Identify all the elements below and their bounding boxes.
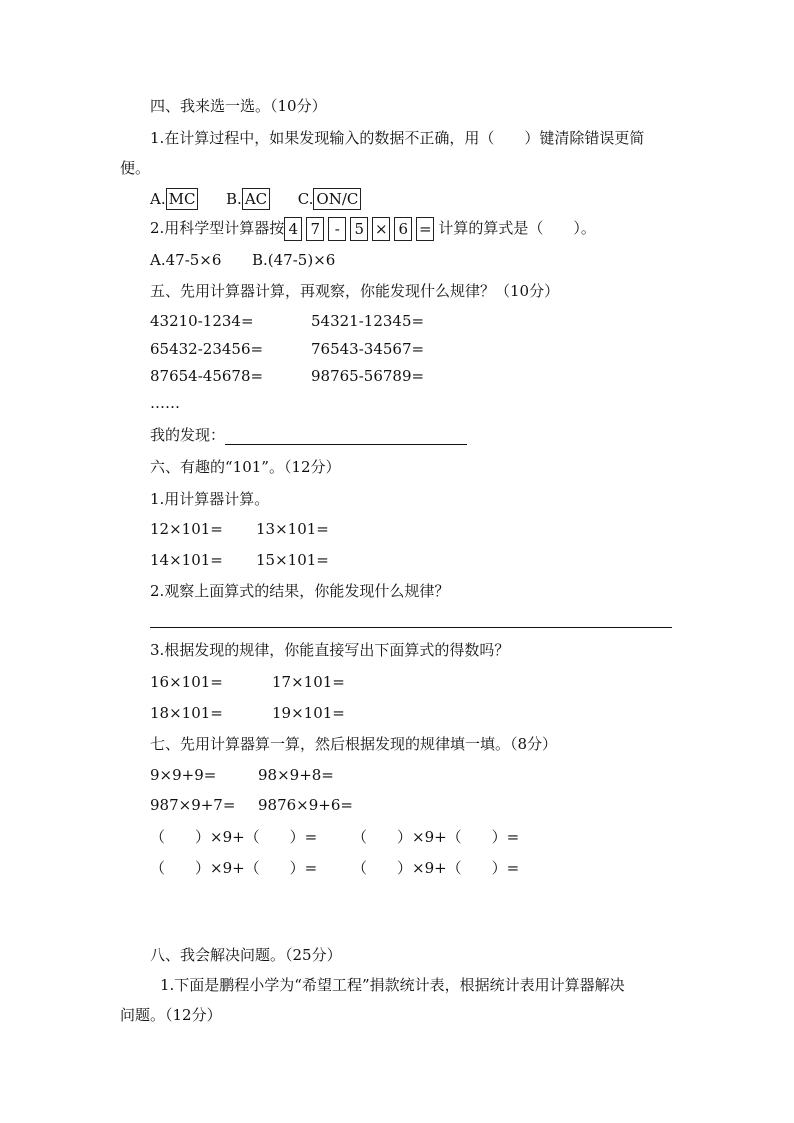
s7-expression: 9876×9+6=: [258, 796, 353, 814]
section-6-heading: 六、有趣的“101”。（12分）: [150, 458, 341, 476]
s5-ellipsis: ……: [150, 394, 180, 412]
s4-question-1-options: [150, 188, 361, 210]
section-5-heading: 五、先用计算器计算，再观察，你能发现什么规律？（10分）: [150, 282, 560, 300]
s5-expression: 54321-12345=: [311, 312, 425, 330]
s7-expression: 9×9+9=: [150, 766, 217, 784]
s7-fill-blank[interactable]: （ ）×9+（ ）=: [352, 859, 520, 877]
s4-question-2-option-b: B.(47-5)×6: [252, 251, 336, 269]
section-7-heading: 七、先用计算器算一算，然后根据发现的规律填一填。（8分）: [150, 735, 558, 753]
key-minus: -: [328, 217, 346, 241]
s6-expression: 13×101=: [256, 520, 329, 538]
key-equals: =: [416, 217, 434, 241]
s6-expression: 12×101=: [150, 520, 223, 538]
s6-question-3: 3.根据发现的规律，你能直接写出下面算式的得数吗？: [150, 641, 510, 659]
s5-expression: 98765-56789=: [311, 367, 425, 385]
key-times: ×: [372, 217, 390, 241]
key-5: 5: [350, 217, 368, 241]
s8-question-1-line-2: 问题。（12分）: [120, 1006, 222, 1024]
s6-expression: 17×101=: [272, 673, 345, 691]
s5-expression: 87654-45678=: [150, 367, 264, 385]
s4-question-1-line-1: 1.在计算过程中，如果发现输入的数据不正确，用（ ）键清除错误更简: [150, 129, 645, 147]
s6-expression: 16×101=: [150, 673, 223, 691]
q2-suffix: 计算的算式是（ ）。: [438, 219, 596, 237]
s6-answer-rule[interactable]: [150, 627, 672, 628]
s6-question-2: 2.观察上面算式的结果，你能发现什么规律？: [150, 582, 450, 600]
key-ac: AC: [242, 188, 270, 210]
s6-expression: 14×101=: [150, 551, 223, 569]
option-b-prefix: B.: [226, 190, 242, 208]
s7-fill-blank[interactable]: （ ）×9+（ ）=: [150, 859, 318, 877]
key-mc: MC: [166, 188, 199, 210]
s6-question-1: 1.用计算器计算。: [150, 490, 270, 508]
option-a-prefix: A.: [150, 190, 166, 208]
s7-fill-blank[interactable]: （ ）×9+（ ）=: [150, 828, 318, 846]
s6-expression: 19×101=: [272, 704, 345, 722]
s4-question-1-line-2: 便。: [120, 159, 151, 177]
s6-expression: 18×101=: [150, 704, 223, 722]
finding-label: 我的发现：: [150, 426, 226, 444]
s7-fill-blank[interactable]: （ ）×9+（ ）=: [352, 828, 520, 846]
option-c-prefix: C.: [297, 190, 314, 208]
key-6: 6: [394, 217, 412, 241]
section-8-heading: 八、我会解决问题。（25分）: [150, 946, 342, 964]
s5-expression: 65432-23456=: [150, 340, 264, 358]
q2-prefix: 2.用科学型计算器按: [150, 219, 285, 237]
s8-question-1-line-1: 1.下面是鹏程小学为“希望工程”捐款统计表，根据统计表用计算器解决: [160, 976, 625, 994]
s7-expression: 987×9+7=: [150, 796, 236, 814]
section-4-heading: 四、我来选一选。（10分）: [150, 97, 327, 115]
s5-expression: 43210-1234=: [150, 312, 254, 330]
key-on-c: ON/C: [313, 188, 361, 210]
s5-expression: 76543-34567=: [311, 340, 425, 358]
s4-question-2-option-a: A.47-5×6: [150, 251, 222, 269]
s7-expression: 98×9+8=: [258, 766, 334, 784]
s5-finding-line: [150, 425, 467, 445]
s4-question-2: [150, 217, 596, 241]
s6-expression: 15×101=: [256, 551, 329, 569]
key-7: 7: [306, 217, 324, 241]
finding-answer-blank[interactable]: [225, 428, 467, 445]
key-4: 4: [284, 217, 302, 241]
